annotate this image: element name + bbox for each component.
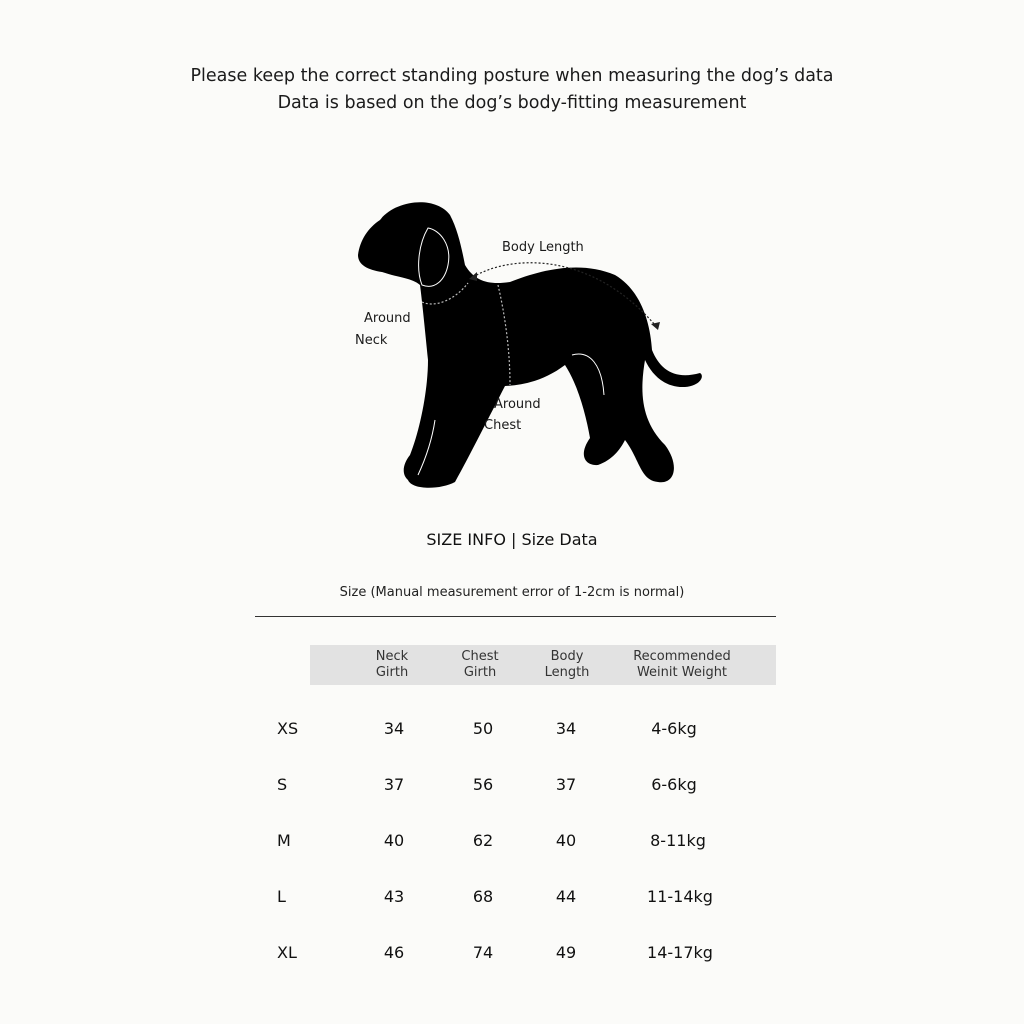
divider-line [255, 616, 776, 617]
header-recommended-weight [622, 649, 742, 681]
weight-cell: 6-6kg [651, 775, 697, 794]
header-weight-line2: Weinit Weight [636, 665, 728, 680]
dog-silhouette-icon [340, 190, 720, 500]
chest-cell: 74 [472, 943, 494, 962]
header-weight-line1: Recommended [633, 649, 731, 664]
intro-line-2: Data is based on the dog’s body-fitting measurement [277, 93, 747, 113]
size-info-title: SIZE INFO | Size Data [426, 530, 598, 549]
neck-cell: 37 [383, 775, 405, 794]
chest-cell: 50 [472, 719, 494, 738]
intro-text [0, 63, 1024, 117]
body-cell: 49 [555, 943, 577, 962]
header-body-length [527, 649, 607, 681]
around-neck-label-1: Around [364, 311, 411, 326]
header-chest-line1: Chest [461, 649, 499, 664]
weight-cell: 8-11kg [650, 831, 706, 850]
around-chest-label-1: Around [494, 397, 541, 412]
header-neck-line2: Girth [375, 665, 409, 680]
size-subtitle: Size (Manual measurement error of 1-2cm is normal) [339, 585, 685, 600]
size-cell: L [277, 887, 286, 906]
weight-cell: 14-17kg [647, 943, 713, 962]
neck-cell: 43 [383, 887, 405, 906]
size-cell: S [277, 775, 288, 794]
around-chest-label-2: Chest [484, 418, 522, 433]
header-chest-girth [440, 649, 520, 681]
size-cell: XS [277, 719, 299, 738]
header-neck-line1: Neck [375, 649, 409, 664]
header-body-line2: Length [544, 665, 590, 680]
body-cell: 40 [555, 831, 577, 850]
chest-cell: 68 [472, 887, 494, 906]
neck-cell: 40 [383, 831, 405, 850]
size-cell: M [277, 831, 291, 850]
neck-cell: 34 [383, 719, 405, 738]
around-neck-label-2: Neck [355, 333, 388, 348]
header-chest-line2: Girth [463, 665, 497, 680]
body-cell: 37 [555, 775, 577, 794]
body-cell: 44 [555, 887, 577, 906]
chest-cell: 62 [472, 831, 494, 850]
size-cell: XL [277, 943, 297, 962]
body-cell: 34 [555, 719, 577, 738]
neck-cell: 46 [383, 943, 405, 962]
header-body-line1: Body [550, 649, 584, 664]
dog-measurement-diagram [340, 190, 720, 500]
weight-cell: 4-6kg [651, 719, 697, 738]
body-length-label: Body Length [502, 240, 584, 255]
weight-cell: 11-14kg [647, 887, 713, 906]
chest-cell: 56 [472, 775, 494, 794]
header-neck-girth [352, 649, 432, 681]
intro-line-1: Please keep the correct standing posture when measuring the dog’s data [190, 66, 834, 86]
